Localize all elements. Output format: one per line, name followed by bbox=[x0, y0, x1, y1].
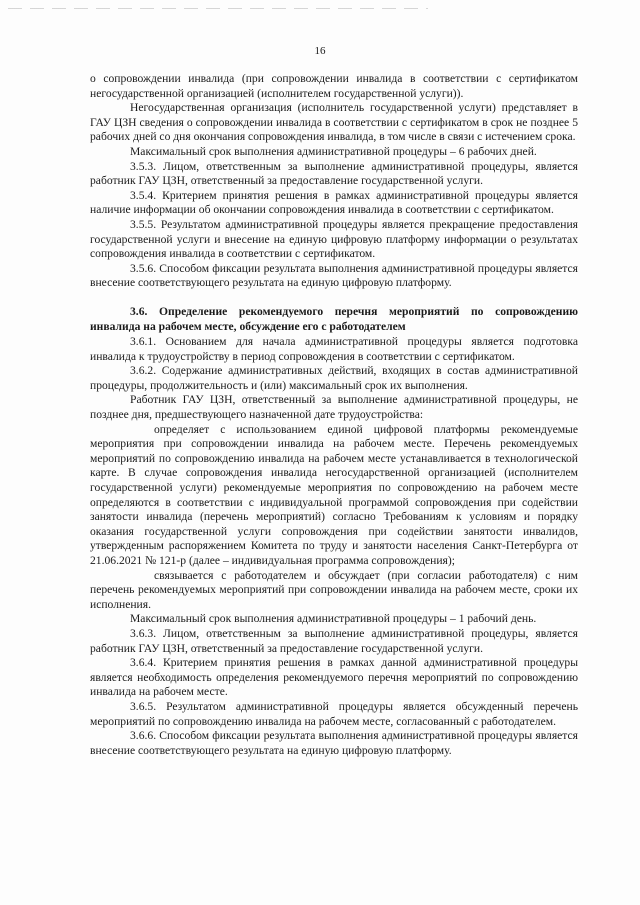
paragraph: 3.6.4. Критерием принятия решения в рамках данной административной процедуры является необходимость определения рекомендуемого перечня мероприятий по сопровождению инвалида на рабочем месте. bbox=[90, 656, 578, 699]
paragraph: о сопровождении инвалида (при сопровождении инвалида в соответствии с сертификатом негосударственной организацией (исполнителем государственной услуги)). bbox=[90, 72, 578, 100]
paragraph: 3.6.5. Результатом административной процедуры является обсужденный перечень мероприятий по сопровождению инвалида на рабочем месте, согласованный с работодателем. bbox=[90, 699, 578, 728]
paragraph: Максимальный срок выполнения административной процедуры – 6 рабочих дней. bbox=[130, 144, 537, 158]
paragraph: 3.6.6. Способом фиксации результата выполнения административной процедуры является внесение соответствующего результата на единую цифровую платформу. bbox=[90, 729, 578, 757]
paragraph: Максимальный срок выполнения административной процедуры – 1 рабочий день. bbox=[130, 612, 537, 626]
document-body bbox=[90, 72, 578, 758]
paragraph: 3.6.3. Лицом, ответственным за выполнение административной процедуры, является работник ГАУ ЦЗН, ответственный за предоставление государственной услуги. bbox=[90, 626, 578, 655]
list-item: определяет с использованием единой цифровой платформы рекомендуемые мероприятия при сопровождении инвалида на рабочем месте. Перечень рекомендуемых мероприятий по сопровождению инвалида на рабочем месте устанавливается в технологической карте. В случае сопровождения инвалида негосударственной организацией (исполнителем государственной услуги) рекомендуемые мероприятия по сопровождению на рабочем месте определяются в соответствии с индивидуальной программой сопровождения при содействии занятости инвалида (перечень мероприятий) согласно Требованиям к условиям и порядку оказания государственной услуги сопровождения при содействии занятости инвалидов, утвержденным распоряжением Комитета по труду и занятости населения Санкт-Петербурга от 21.06.2021 № 121-р (далее – индивидуальная программа сопровождения); bbox=[90, 422, 578, 567]
paragraph: Негосударственная организация (исполнитель государственной услуги) представляет в ГАУ ЦЗН сведения о сопровождении инвалида в соответствии с сертификатом в срок не позднее 5 рабочих дней со дня окончания сопровождения инвалида, в том числе в связи с истечением срока. bbox=[90, 101, 578, 144]
list-item: связывается с работодателем и обсуждает (при согласии работодателя) с ним перечень рекомендуемых мероприятий при сопровождении инвалида на рабочем месте, сроки их исполнения. bbox=[90, 568, 578, 611]
paragraph: 3.6.2. Содержание административных действий, входящих в состав административной процедуры, продолжительность и (или) максимальный срок их выполнения. bbox=[90, 364, 578, 392]
paragraph: Работник ГАУ ЦЗН, ответственный за выполнение административной процедуры, не позднее дня, предшествующего назначенной дате трудоустройства: bbox=[90, 393, 578, 422]
paragraph: 3.6.1. Основанием для начала административной процедуры является подготовка инвалида к трудоустройству в период сопровождения в соответствии с сертификатом. bbox=[90, 335, 578, 363]
page-number: 16 bbox=[314, 45, 326, 57]
section-heading: 3.6. Определение рекомендуемого перечня мероприятий по сопровождению инвалида на рабочем месте, обсуждение его с работодателем bbox=[90, 304, 578, 333]
paragraph: 3.5.5. Результатом административной процедуры является прекращение предоставления государственной услуги и внесение на единую цифровую платформу информации о результатах сопровождения инвалида в соответствии с сертификатом. bbox=[90, 217, 578, 261]
paragraph: 3.5.4. Критерием принятия решения в рамках административной процедуры является наличие информации об окончании сопровождения инвалида в соответствии с сертификатом. bbox=[90, 188, 578, 217]
paragraph: 3.5.6. Способом фиксации результата выполнения административной процедуры является внесение соответствующего результата на единую цифровую платформу. bbox=[90, 261, 578, 290]
paragraph: 3.5.3. Лицом, ответственным за выполнение административной процедуры, является работник ГАУ ЦЗН, ответственный за предоставление государственной услуги. bbox=[90, 159, 578, 188]
scan-artifact bbox=[8, 8, 428, 9]
